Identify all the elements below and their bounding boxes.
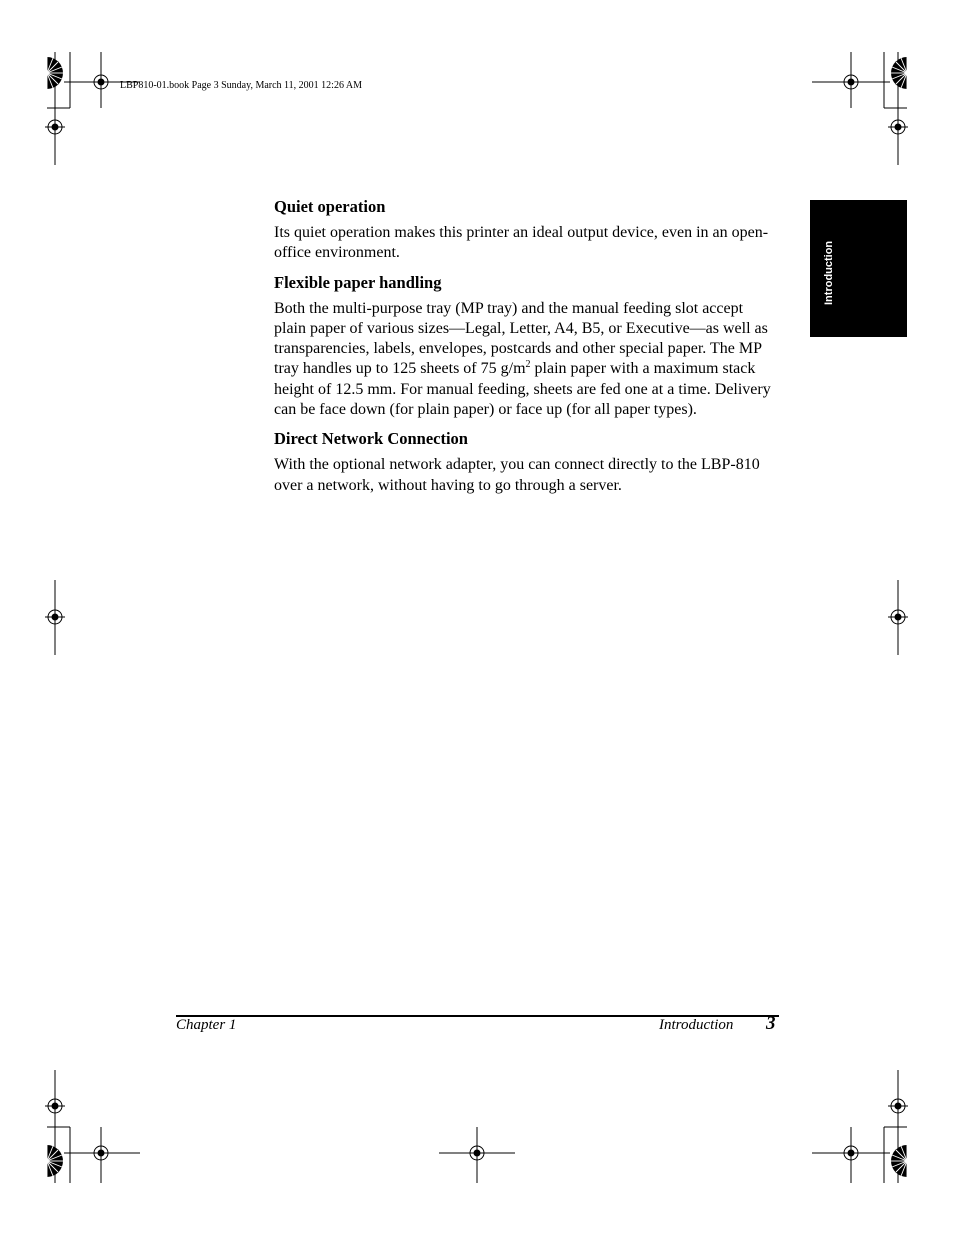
superscript: 2 [525,359,531,371]
footer-chapter: Chapter 1 [176,1017,237,1033]
section-heading: Quiet operation [274,197,386,216]
page-number: 3 [766,1013,776,1034]
section-heading: Direct Network Connection [274,429,468,449]
crop-mark-bottom-left [31,1070,140,1183]
section-heading: Flexible paper handling [274,272,442,292]
section-quiet-operation [274,196,779,264]
file-info-header: LBP810-01.book Page 3 Sunday, March 11, 2001 12:26 AM [120,80,363,91]
section-body: Its quiet operation makes this printer an ideal output device, even in an open-office environment. [274,224,769,262]
crop-mark-bottom-right [812,1070,923,1183]
section-direct-network-connection [274,428,779,496]
section-body: With the optional network adapter, you can connect directly to the LBP-810 over a network, without having to go through a server. [274,456,760,494]
body-text: plain paper with a maximum stack height of 12.5 mm. For manual feeding, sheets are fed one at a time. Delivery can be face down (for plain paper) or face up (for all paper types). [274,360,771,419]
registration-mark-mid-right [888,580,908,655]
body-text: Both the multi-purpose tray (MP tray) and the manual feeding slot accept plain paper of various sizes—Legal, Letter, A4, B5, or Executive—as well as transparencies, labels, envelopes, postcards and other special paper. The MP tray handles up to 125 sheets of 75 g/m [274,299,768,378]
crop-mark-top-left [31,52,140,165]
crop-mark-top-right [812,52,923,165]
registration-mark-mid-left [45,580,65,655]
section-body [274,299,779,421]
section-flexible-paper-handling [274,272,779,421]
footer-section-title: Introduction [659,1017,734,1033]
chapter-thumb-tab-label: Introduction [823,240,835,305]
main-content [274,196,779,504]
registration-mark-bottom-center [439,1127,515,1183]
